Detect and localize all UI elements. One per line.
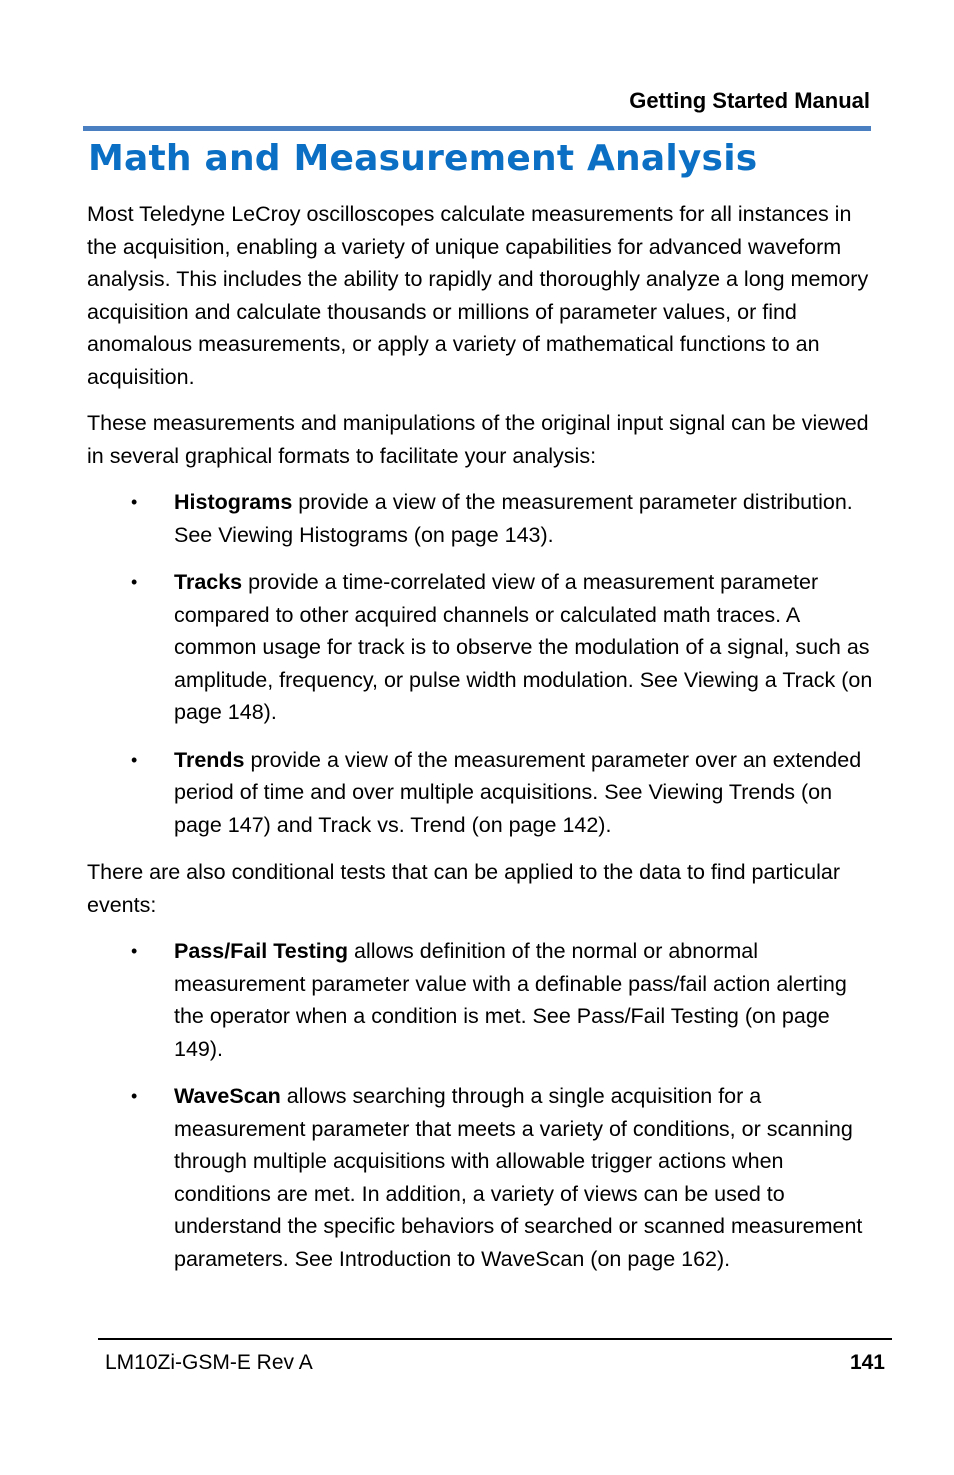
desc-histograms: provide a view of the measurement parameter distribution. See Viewing Histograms (on page 143). (174, 490, 853, 547)
list-item-histograms (87, 486, 877, 551)
desc-wavescan: allows searching through a single acquisition for a measurement parameter that meets a variety of conditions, or scanning through multiple acquisitions with allowable trigger actions when conditions are met. In addition, a variety of views can be used to understand the specific behaviors of searched or scanned measurement parameters. See Introduction to WaveScan (on page 162). (174, 1084, 863, 1271)
list-item-pass-fail (87, 935, 877, 1065)
term-wavescan: WaveScan (174, 1084, 281, 1108)
intro-paragraph: Most Teledyne LeCroy oscilloscopes calculate measurements for all instances in the acquisition, enabling a variety of unique capabilities for advanced waveform analysis. This includes the ability to rapidly and thoroughly analyze a long memory acquisition and calculate thousands or millions of parameter values, or find anomalous measurements, or apply a variety of mathematical functions to an acquisition. (87, 202, 869, 389)
tests-list (87, 935, 877, 1275)
term-tracks: Tracks (174, 570, 243, 594)
views-intro-paragraph: These measurements and manipulations of the original input signal can be viewed in several graphical formats to facilitate your analysis: (87, 411, 869, 468)
desc-pass-fail: allows definition of the normal or abnormal measurement parameter value with a definable pass/fail action alerting the operator when a condition is met. See Pass/Fail Testing (on page 149). (174, 939, 847, 1061)
footer-doc-id: LM10Zi-GSM-E Rev A (105, 1351, 313, 1374)
desc-trends: provide a view of the measurement parameter over an extended period of time and over multiple acquisitions. See Viewing Trends (on page 147) and Track vs. Trend (on page 142). (174, 747, 862, 837)
footer-rule (98, 1338, 892, 1340)
footer-page-number: 141 (849, 1351, 885, 1374)
list-item-wavescan (87, 1080, 877, 1275)
bullet-icon: • (131, 572, 138, 592)
bullet-icon: • (131, 1086, 138, 1106)
running-header: Getting Started Manual (629, 88, 870, 113)
conditional-intro-paragraph: There are also conditional tests that can be applied to the data to find particular events: (87, 860, 840, 917)
term-pass-fail: Pass/Fail Testing (174, 939, 349, 963)
bullet-icon: • (131, 492, 138, 512)
views-list (87, 486, 877, 841)
bullet-icon: • (131, 941, 138, 961)
term-histograms: Histograms (174, 490, 293, 514)
bullet-icon: • (131, 749, 138, 770)
term-trends: Trends (174, 747, 245, 772)
page-title: Math and Measurement Analysis (88, 138, 758, 179)
desc-tracks: provide a time-correlated view of a measurement parameter compared to other acquired channels or calculated math traces. A common usage for track is to observe the modulation of a signal, such as amplitude, frequency, or pulse width modulation. See Viewing a Track (on page 148). (174, 570, 873, 724)
list-item-trends (87, 744, 877, 842)
body-content (87, 198, 877, 1290)
header-rule (83, 126, 871, 131)
list-item-tracks (87, 566, 877, 729)
